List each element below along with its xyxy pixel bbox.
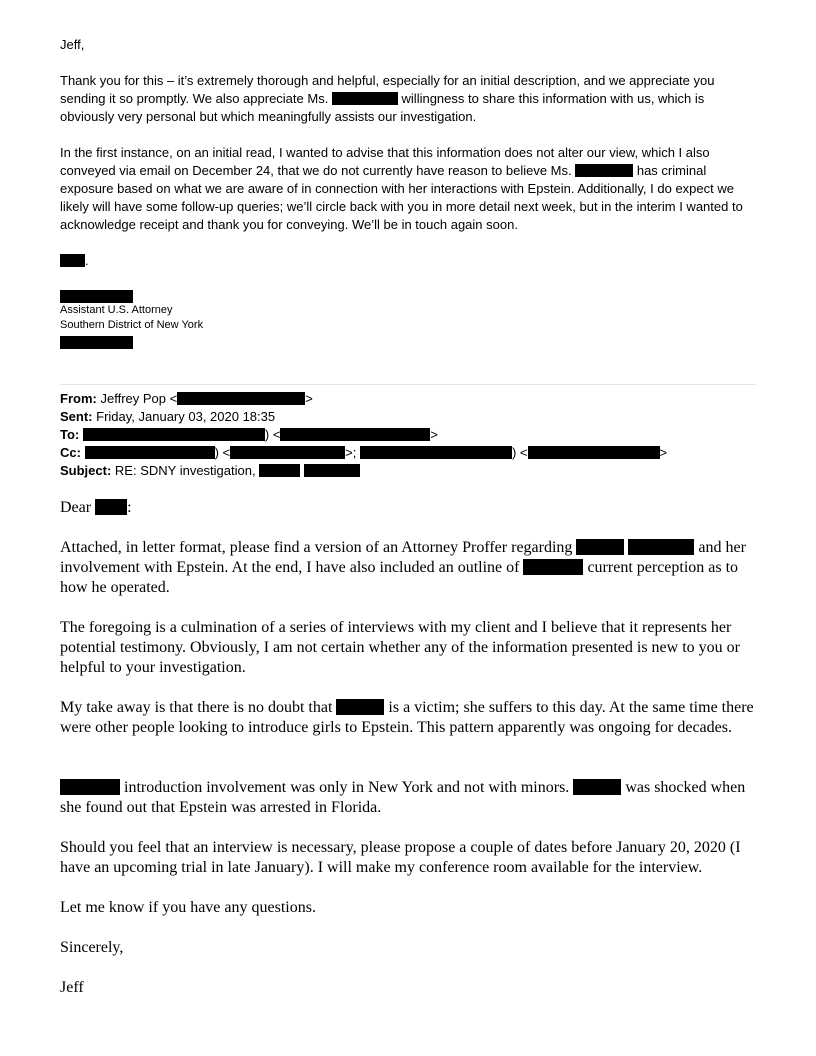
signature-title: Assistant U.S. Attorney bbox=[60, 304, 173, 316]
letter-paragraph-3: My take away is that there is no doubt that is a victim; she suffers to this day. At the same time there were other people looking to introduce girls to Epstein. This pattern apparently was ongoing for decades. bbox=[60, 699, 754, 736]
reply-paragraph-1: Thank you for this – it’s extremely thorough and helpful, especially for an initial description, and we appreciate you sending it so promptly. We also appreciate Ms. willingness to share this information with us, which is obviously very personal but which meaningfully assists our investigation. bbox=[60, 73, 715, 124]
header-to: To: ) < > bbox=[60, 427, 439, 442]
letter-paragraph-2: The foregoing is a culmination of a series of interviews with my client and I believe that it represents her potential testimony. Obviously, I am not certain whether any of the information presented is new to you or helpful to your investigation. bbox=[60, 619, 740, 676]
redaction bbox=[177, 392, 305, 405]
header-sent: Sent: Friday, January 03, 2020 18:35 bbox=[60, 409, 276, 424]
redaction bbox=[304, 464, 360, 477]
header-subject: Subject: RE: SDNY investigation, bbox=[60, 462, 760, 480]
redaction bbox=[360, 446, 512, 459]
letter-signature: Jeff bbox=[60, 979, 84, 996]
letter-salutation: Dear : bbox=[60, 499, 132, 516]
reply-greeting: Jeff, bbox=[60, 37, 85, 52]
redaction bbox=[230, 446, 345, 459]
redaction bbox=[575, 164, 633, 177]
reply-body bbox=[60, 36, 760, 54]
redaction bbox=[576, 539, 624, 555]
divider bbox=[60, 384, 756, 385]
redaction bbox=[60, 290, 133, 303]
redaction bbox=[280, 428, 430, 441]
redaction bbox=[573, 779, 621, 795]
letter-paragraph-5: Should you feel that an interview is necessary, please propose a couple of dates before January 20, 2020 (I have an upcoming trial in late January). I will make my conference room available for the interview. bbox=[60, 839, 741, 876]
reply-signature bbox=[60, 290, 760, 349]
redaction bbox=[523, 559, 583, 575]
email-header bbox=[60, 390, 760, 480]
letter-paragraph-6: Let me know if you have any questions. bbox=[60, 899, 316, 916]
redaction bbox=[332, 92, 398, 105]
redaction bbox=[336, 699, 384, 715]
header-from: From: Jeffrey Pop < > bbox=[60, 391, 313, 406]
redaction bbox=[60, 779, 120, 795]
redaction bbox=[60, 254, 85, 267]
signature-office: Southern District of New York bbox=[60, 319, 204, 331]
redaction bbox=[528, 446, 660, 459]
redaction bbox=[628, 539, 694, 555]
header-cc: Cc: ) < >; ) < > bbox=[60, 445, 668, 460]
redaction bbox=[60, 336, 133, 349]
letter-closing: Sincerely, bbox=[60, 939, 124, 956]
reply-paragraph-2: In the first instance, on an initial read, I wanted to advise that this information does not alter our view, which I also conveyed via email on December 24, that we do not currently have reason to believe Ms. has criminal exposure based on what we are aware of in connection with her interactions with Epstein. Additionally, I do expect we likely will have some follow-up queries; we’ll circle back with you in more detail next week, but in the interim I wanted to acknowledge receipt and thank you for conveying. We’ll be in touch again soon. bbox=[60, 145, 743, 232]
redaction bbox=[85, 446, 215, 459]
reply-signoff: . bbox=[60, 252, 760, 270]
redaction bbox=[259, 464, 300, 477]
redaction bbox=[83, 428, 265, 441]
letter-paragraph-1: Attached, in letter format, please find a version of an Attorney Proffer regarding and her involvement with Epstein. At the end, I have also included an outline of current perception as to how he operated. bbox=[60, 539, 746, 596]
letter-paragraph-4: introduction involvement was only in New York and not with minors. was shocked when she found out that Epstein was arrested in Florida. bbox=[60, 779, 746, 816]
redaction bbox=[95, 499, 127, 515]
